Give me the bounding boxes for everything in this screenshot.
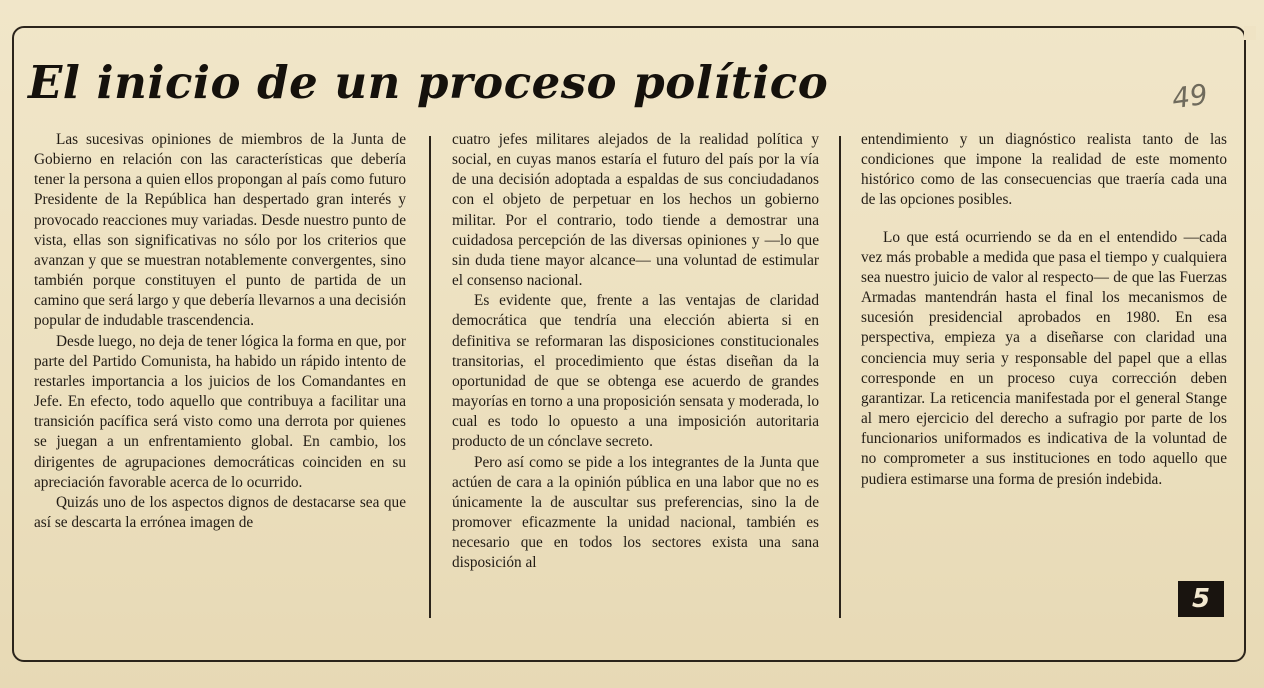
article-column-3	[861, 130, 1227, 490]
paragraph: Las sucesivas opiniones de miembros de la Junta de Gobierno en relación con las características que debería tener la persona a quien ellos propongan al país como futuro Presidente de la República han despertado gran interés y provocado reacciones muy variadas. Desde nuestro punto de vista, ellas son significativas no sólo por los criterios que avanzan y que se muestran notablemente convergentes, sino también porque constituyen el punto de partida de un camino que será largo y que debería llevarnos a una decisión popular de indudable trascendencia.	[34, 131, 406, 330]
paragraph-continued: cuatro jefes militares alejados de la realidad política y social, en cuyas manos estaría el futuro del país por la vía de una decisión adoptada a espaldas de sus conciudadanos con el objeto de perpetuar en los hechos un gobierno militar. Por el contrario, todo tiende a demostrar una cuidadosa percepción de las diversas opiniones y —lo que sin duda tiene mayor alcance— una voluntad de estimular el consenso nacional.	[452, 131, 819, 290]
article-column-1	[34, 130, 406, 533]
paragraph: Quizás uno de los aspectos dignos de destacarse sea que así se descarta la errónea imagen de	[34, 493, 406, 531]
handwritten-page-mark: 49	[1169, 77, 1210, 116]
article-headline: El inicio de un proceso político	[28, 56, 829, 109]
paragraph: Pero así como se pide a los integrantes de la Junta que actúen de cara a la opinión pública en una labor que no es únicamente la de auscultar sus preferencias, sino la de promover eficazmente la unidad nacional, también es necesario que en todos los sectores exista una sana disposición al	[452, 453, 819, 572]
column-divider	[839, 136, 841, 618]
frame-corner	[1244, 26, 1256, 40]
paragraph: Desde luego, no deja de tener lógica la forma en que, por parte del Partido Comunista, ha habido un rápido intento de restarles importancia a los juicios de los Comandantes en Jefe. En efecto, todo aquello que contribuya a facilitar una transición pacífica será visto como una derrota por quienes se juegan a un enfrentamiento global. En cambio, los dirigentes de agrupaciones democráticas coinciden en su apreciación favorable acerca de lo ocurrido.	[34, 332, 406, 491]
paragraph-continued: entendimiento y un diagnóstico realista tanto de las condiciones que impone la realidad de este momento histórico como de las consecuencias que traería cada una de las opciones posibles.	[861, 131, 1227, 209]
page-number-badge: 5	[1178, 581, 1224, 617]
article-column-2	[452, 130, 819, 573]
paragraph: Lo que está ocurriendo se da en el entendido —cada vez más probable a medida que pasa el tiempo y cualquiera sea nuestro juicio de valor al respecto— de que las Fuerzas Armadas mantendrán hasta el final los mecanismos de sucesión presidencial aprobados en 1980. En esa perspectiva, empieza ya a diseñarse con claridad una conciencia muy seria y responsable del papel que a ellas corresponde en un proceso cuya corrección deben garantizar. La reticencia manifestada por el general Stange al mero ejercicio del derecho a sufragio por parte de los funcionarios uniformados es indicativa de la voluntad de no comprometer a sus instituciones en todo aquello que pudiera estimarse una forma de presión indebida.	[861, 228, 1227, 488]
column-divider	[429, 136, 431, 618]
paragraph: Es evidente que, frente a las ventajas de claridad democrática que tendría una elección abierta si en definitiva se reformaran las disposiciones constitucionales transitorias, el procedimiento que éstas diseñan da la oportunidad de que se obtenga ese acuerdo de grandes mayorías en torno a una proposición sensata y moderada, lo cual es todo lo opuesto a una imposición autoritaria producto de un cónclave secreto.	[452, 292, 819, 451]
